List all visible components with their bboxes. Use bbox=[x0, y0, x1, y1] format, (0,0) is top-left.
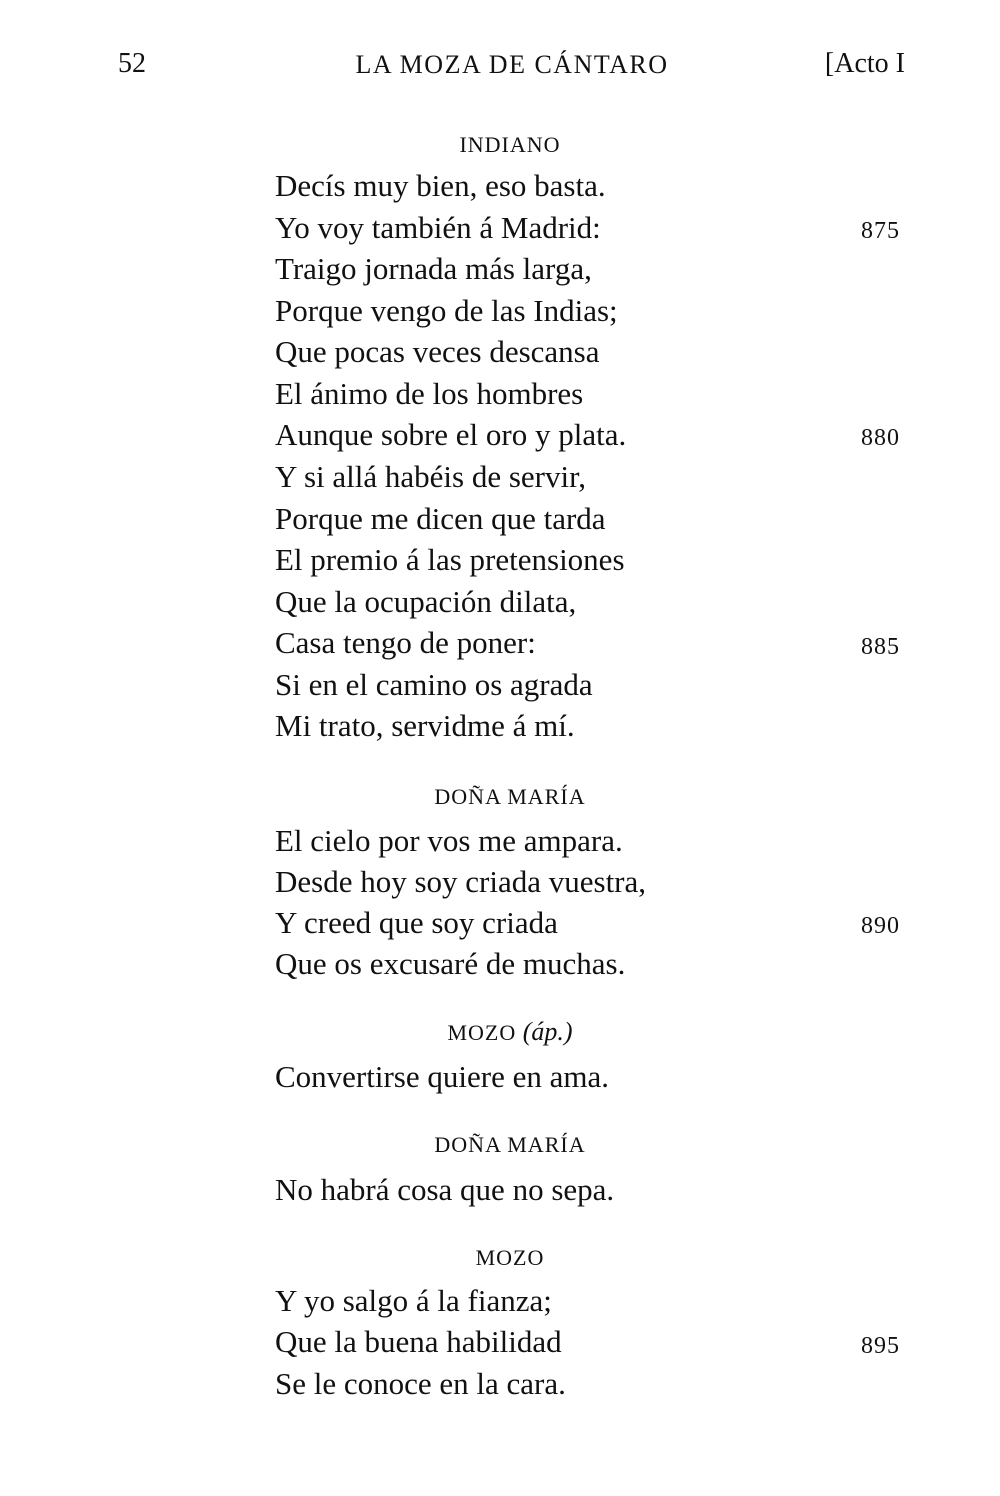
verse-line: Si en el camino os agrada bbox=[275, 667, 593, 702]
verse-line: Y creed que soy criada bbox=[275, 905, 558, 940]
running-header bbox=[0, 48, 1000, 88]
verse-line: Casa tengo de poner: bbox=[275, 625, 536, 660]
verse-line: Mi trato, servidme á mí. bbox=[275, 708, 575, 743]
running-title: LA MOZA DE CÁNTARO bbox=[355, 50, 669, 79]
verse-line: Que os excusaré de muchas. bbox=[275, 946, 626, 981]
line-number: 880 bbox=[861, 425, 900, 451]
speaker-name: DOÑA MARÍA bbox=[434, 1132, 586, 1157]
verse-line: No habrá cosa que no sepa. bbox=[275, 1172, 615, 1207]
line-number: 875 bbox=[861, 218, 900, 244]
verse-line: Yo voy también á Madrid: bbox=[275, 210, 601, 245]
verse-line: Porque vengo de las Indias; bbox=[275, 293, 618, 328]
speaker-name: MOZO bbox=[475, 1245, 545, 1270]
line-number: 895 bbox=[861, 1333, 900, 1359]
act-label: [Acto I bbox=[824, 48, 905, 79]
verse-line: El cielo por vos me ampara. bbox=[275, 823, 623, 858]
verse-line: Traigo jornada más larga, bbox=[275, 251, 592, 286]
verse-line: Convertirse quiere en ama. bbox=[275, 1059, 609, 1094]
verse-line: Desde hoy soy criada vuestra, bbox=[275, 864, 647, 899]
page-number: 52 bbox=[118, 48, 146, 79]
verse-line: Y yo salgo á la fianza; bbox=[275, 1283, 552, 1318]
speaker-label: MOZO bbox=[447, 1020, 517, 1045]
line-number: 890 bbox=[861, 913, 900, 939]
stage-direction: (áp.) bbox=[522, 1017, 573, 1046]
verse-line: El premio á las pretensiones bbox=[275, 542, 625, 577]
verse-line: Porque me dicen que tarda bbox=[275, 501, 606, 536]
verse-line: Que la buena habilidad bbox=[275, 1324, 562, 1359]
speaker-name: INDIANO bbox=[459, 132, 561, 157]
verse-line: Aunque sobre el oro y plata. bbox=[275, 417, 627, 452]
verse-line: Y si allá habéis de servir, bbox=[275, 459, 586, 494]
verse-line: Que la ocupación dilata, bbox=[275, 584, 577, 619]
verse-line: El ánimo de los hombres bbox=[275, 376, 584, 411]
verse-line: Se le conoce en la cara. bbox=[275, 1366, 566, 1401]
line-number: 885 bbox=[861, 634, 900, 660]
speaker-name: DOÑA MARÍA bbox=[434, 784, 586, 809]
speaker-name bbox=[0, 1017, 1000, 1047]
verse-line: Decís muy bien, eso basta. bbox=[275, 168, 606, 203]
verse-line: Que pocas veces descansa bbox=[275, 334, 600, 369]
